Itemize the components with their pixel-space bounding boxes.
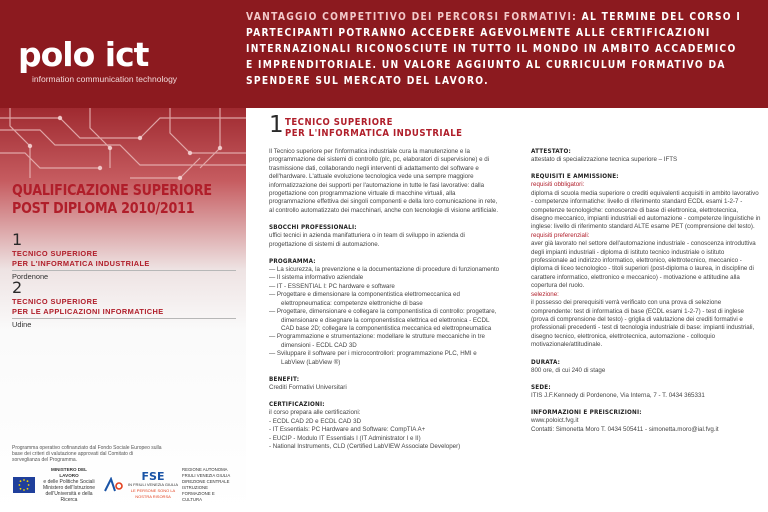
cert-line: - National Instruments, CLD (Certified LabVIEW Associate Developer) [269,442,461,450]
sidebar-course-1 [12,231,236,282]
sidebar-course-title-line1: TECNICO SUPERIORE [12,249,98,258]
req-preferenziali-label: requisiti preferenziali: [531,231,590,239]
qualification-title-line1: QUALIFICAZIONE SUPERIORE [12,181,212,199]
info-section [531,409,761,434]
sede-text: ITIS J.F.Kennedy di Pordenone, Via Interna, 7 - T. 0434 365331 [531,391,705,399]
ministero-line2: e delle Politiche Sociali [43,479,95,485]
attestato-section [531,148,761,164]
sponsor-logos [12,469,234,503]
qualification-title [12,181,242,217]
regione-line2: FRIULI VENEZIA GIULIA [182,473,231,478]
info-contact[interactable]: Contatti: Simonetta Moro T. 0434 505411 - simonetta.moro@ial.fvg.it [531,425,719,433]
sidebar-course-2 [12,279,236,330]
cert-line: - IT Essentials: PC Hardware and Software: CompTIA A+ [269,426,426,434]
header-band [0,0,768,108]
fse-subcaption: LE PERSONE SONO LA NOSTRA RISORSA [130,487,176,499]
benefit-section [269,376,501,392]
regione-line1: REGIONE AUTONOMA [182,467,228,472]
header-headline [246,10,746,90]
fse-caption: IN FRIULI VENEZIA GIULIA [128,481,179,487]
programma-item: — Progettare, dimensionare e collegare la componentistica di controllo: progettare, dimensionare e disegnare la componentistica elettrica ed elettronica - ECDL CAD base 2D; collegare la componentistica meccanica ed elettropneumatica [269,308,501,333]
durata-label: DURATA: [531,358,561,366]
sidebar-course-title-line1: TECNICO SUPERIORE [12,297,98,306]
attestato-text: attestato di specializzazione tecnica superiore – IFTS [531,156,678,163]
programma-item: — Programmazione e strumentazione: modellare le strutture meccaniche in tre dimensioni - ECDL CAD 3D [269,333,501,350]
programma-item: — Progettare e dimensionare la componentistica elettromeccanica ed elettropneumatica: competenze elettroniche di base [269,291,501,308]
attestato-label: ATTESTATO: [531,148,571,155]
sbocchi-section [269,224,501,249]
req-obbligatori-text: diploma di scuola media superiore o crediti equivalenti acquisiti in ambito lavorativo - competenze informatiche: livello di riferimento standard ECDL esami 1-2-7 - competenze tecnologiche: conoscenze di base di elettronica, elettrotecnica, disegno meccanico, impianti industriali ed automazione - competenze linguistiche in inglese: livello di riferimento standard ALTE esame PET (comprensione del testo). [531,189,761,231]
left-panel [0,108,246,512]
certificazioni-section [269,401,501,451]
course-title [285,117,463,139]
ministero-line3: Ministero dell'Istruzione [42,485,96,491]
requisiti-section [531,173,761,349]
course-title-line2: PER L'INFORMATICA INDUSTRIALE [285,128,463,139]
sidebar-course-number: 2 [12,278,23,297]
regione-logo [182,469,234,501]
ministero-line4: dell'Università e della Ricerca [45,491,93,503]
durata-text: 800 ore, di cui 240 di stage [531,366,606,374]
sede-section [531,384,761,400]
sidebar-course-title-line2: PER L'INFORMATICA INDUSTRIALE [12,259,150,268]
sidebar-course-location: Pordenone [12,272,49,281]
sbocchi-label: SBOCCHI PROFESSIONALI: [269,224,357,232]
ministero-logo [42,469,96,501]
ae-logo [102,469,124,501]
fse-logo [128,469,178,501]
programma-item: — Il sistema informativo aziendale [269,274,501,282]
info-label: INFORMAZIONI E PREISCRIZIONI: [531,409,642,417]
cert-line: - ECDL CAD 2D e ECDL CAD 3D [269,417,362,425]
selezione-label: selezione: [531,290,559,298]
programma-section [269,258,501,367]
logo-wordmark: polo ict [18,35,149,74]
headline-lead: VANTAGGIO COMPETITIVO DEI PERCORSI FORMATIVI: [246,12,578,23]
course-number: 1 [269,112,284,138]
selezione-text: il possesso dei prerequisiti verrà verificato con una prova di selezione comprendente: test di informatica di base (ECDL esami 1-2-7) - test di inglese (prova di comprensione del testo) - griglia di valutazione dei crediti formativi e professionali precedenti - test di tecnologia industriale di base: impianti industriali, disegno tecnico, elettronica, elettrotecnica, automazione - colloquio motivazionale/attitudinale. [531,299,755,349]
cert-label: CERTIFICAZIONI: [269,401,325,409]
cert-line: il corso prepara alle certificazioni: [269,409,361,417]
programma-item: — IT - ESSENTIAL I: PC hardware e software [269,283,501,291]
sidebar-course-title [12,297,236,319]
sidebar-course-number: 1 [12,230,23,249]
info-website-link[interactable]: www.poloict.fvg.it [531,417,579,425]
req-preferenziali-text: aver già lavorato nel settore dell'automazione industriale - conoscenza introduttiva degli impianti industriali - diploma di istituto tecnico industriale o istituto professionale ad indirizzo informatico, elettronico, elettrotecnico, meccanico - diploma di liceo tecnologico - titoli superiori (post-diploma o laurea, in discipline di carattere informatico, elettronico e meccanico) - motivazione e attitudine alla copertura del ruolo. [531,240,756,290]
benefit-label: BENEFIT: [269,375,300,383]
qualification-title-line2: POST DIPLOMA 2010/2011 [12,199,195,217]
sidebar-course-title-line2: PER LE APPLICAZIONI INFORMATICHE [12,307,164,316]
funding-note: Programma operativo cofinanziato dal Fondo Sociale Europeo sulla base dei criteri di valutazione approvati dal Comitato di sorveglianza del Programma. [12,445,162,463]
programma-item: — La sicurezza, la prevenzione e la documentazione di procedure di funzionamento [269,266,501,274]
programma-item: — Sviluppare il software per i microcontrollori: programmazione PLC, HMI e LabView (LabView ®) [269,350,501,367]
course-intro: Il Tecnico superiore per l'informatica industriale cura la manutenzione e la programmazione dei sistemi di controllo (plc, pc, elaboratori di supervisione) e di trasmissione dati, collaborando negli interventi di adattamento del software e dell'hardware. L'attuale evoluzione tecnologica vede una sempre maggiore informatizzazione dei supporti per l'automazione in tutte le fasi lavorative: dalla progettazione con programmazione virtuale di macchine virtuali, alla programmazione effettiva dei singoli componenti e della loro comunicazione in rete, al controllo automatizzato dei macchinari, anche con tecnologie di visione artificiale. [269,148,499,214]
fse-wordmark: FSE [141,469,165,483]
cert-line: - EUCIP - Modulo IT Essentials I (IT Administrator I e II) [269,434,421,442]
headline-rest: AL TERMINE DEL CORSO I PARTECIPANTI POTRANNO ACCEDERE AGEVOLMENTE ALLE CERTIFICAZIONI INTERNAZIONALI RICONOSCIUTE IN TUTTO IL MONDO IN AMBITO ACCADEMICO E IMPRENDITORIALE. UN VALORE AGGIUNTO AL CURRICULUM FORMATIVO DA SPENDERE SUL MERCATO DEL LAVORO. [246,12,742,87]
course-column-left [269,148,501,460]
sidebar-course-location: Udine [12,320,32,329]
requisiti-label: REQUISITI E AMMISSIONE: [531,173,619,181]
course-title-line1: TECNICO SUPERIORE [285,117,393,128]
sede-label: SEDE: [531,383,551,391]
course-column-right [531,148,761,443]
course-details [246,108,768,512]
durata-section [531,359,761,375]
benefit-text: Crediti Formativi Universitari [269,383,347,391]
req-obbligatori-label: requisiti obbligatori: [531,181,585,189]
sbocchi-text: uffici tecnici in azienda manifatturiera o in team di sviluppo in azienda di progettazione di sistemi di automazione. [269,232,465,248]
programma-label: PROGRAMMA: [269,258,316,266]
logo-tagline: information communication technology [32,74,178,84]
polo-ict-logo [18,35,218,88]
regione-line3: DIREZIONE CENTRALE ISTRUZIONE [182,479,230,490]
regione-line4: FORMAZIONE E CULTURA [182,491,215,502]
eu-flag-logo [12,469,36,501]
sidebar-course-title [12,249,236,271]
ministero-line1: MINISTERO DEL LAVORO [51,467,87,478]
